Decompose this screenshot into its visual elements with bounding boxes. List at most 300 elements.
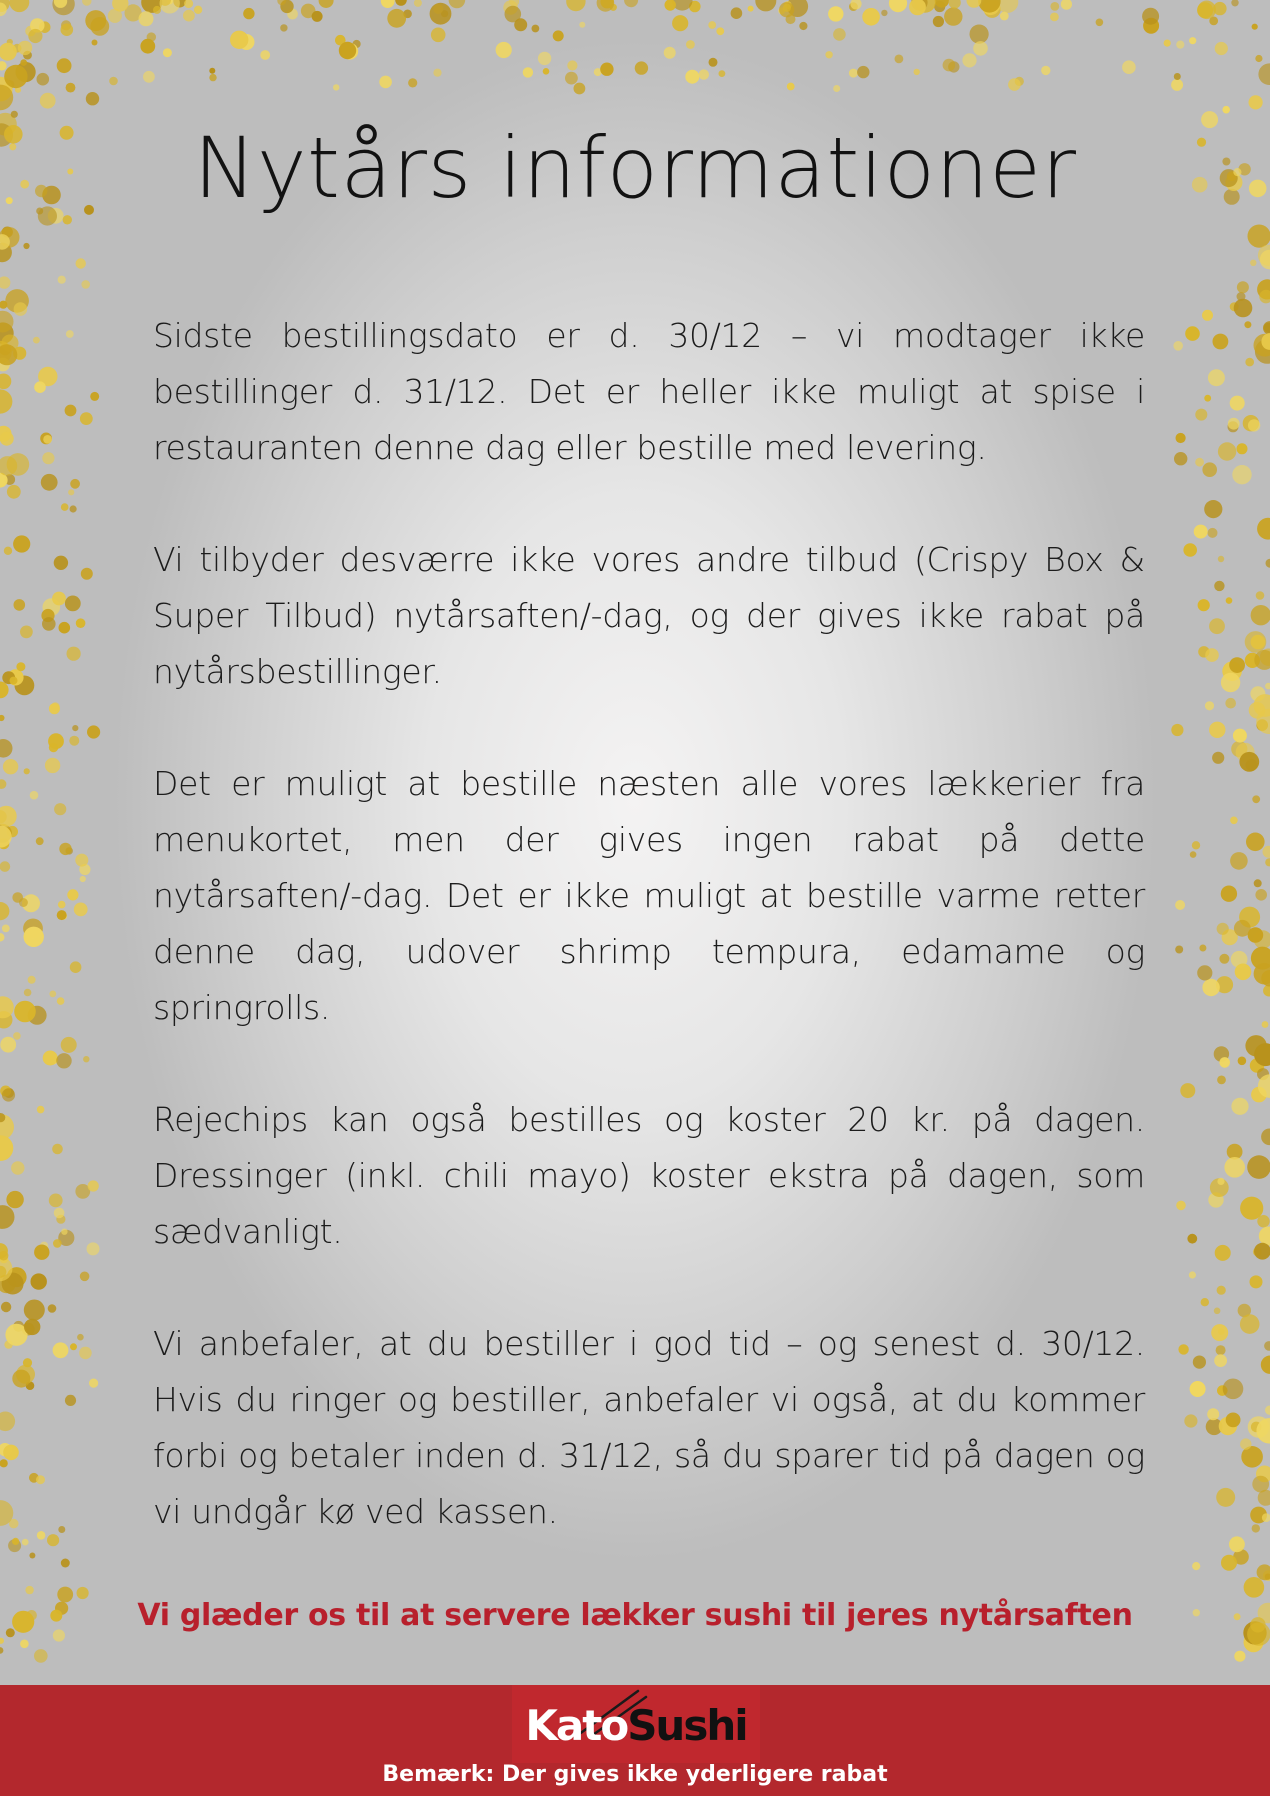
confetti-dot	[23, 1358, 32, 1367]
confetti-dot	[59, 622, 71, 634]
confetti-dot	[7, 39, 13, 45]
confetti-dot	[61, 1229, 67, 1235]
confetti-dot	[982, 0, 1000, 15]
confetti-dot	[0, 276, 10, 288]
confetti-dot	[0, 341, 12, 364]
confetti-dot	[1216, 976, 1233, 993]
confetti-dot	[53, 1342, 69, 1358]
confetti-dot	[54, 1208, 65, 1219]
confetti-dot	[0, 779, 6, 789]
confetti-dot	[1204, 395, 1211, 402]
confetti-dot	[833, 28, 846, 41]
confetti-dot	[7, 453, 30, 476]
confetti-dot	[70, 505, 77, 512]
confetti-dot	[1256, 1466, 1270, 1483]
confetti-dot	[28, 976, 36, 984]
confetti-dot	[1218, 442, 1236, 460]
confetti-dot	[567, 60, 577, 70]
confetti-dot	[61, 23, 74, 36]
confetti-dot	[0, 902, 9, 920]
confetti-dot	[5, 289, 29, 313]
confetti-dot	[56, 1053, 71, 1068]
confetti-dot	[1258, 245, 1270, 266]
confetti-dot	[1262, 1513, 1270, 1522]
confetti-dot	[1174, 452, 1187, 465]
confetti-dot	[1222, 106, 1230, 114]
confetti-dot	[0, 1251, 8, 1261]
confetti-dot	[65, 596, 81, 612]
confetti-dot	[1246, 759, 1258, 771]
confetti-dot	[1257, 518, 1270, 540]
confetti-dot	[81, 280, 90, 289]
confetti-dot	[11, 1161, 24, 1174]
confetti-dot	[1222, 661, 1242, 681]
confetti-dot	[140, 39, 155, 54]
confetti-dot	[1245, 631, 1267, 653]
confetti-dot	[379, 76, 392, 89]
confetti-dot	[24, 1319, 40, 1335]
confetti-dot	[1217, 1286, 1226, 1295]
confetti-dot	[1255, 889, 1267, 901]
confetti-dot	[12, 892, 23, 903]
confetti-dot	[88, 1180, 99, 1191]
confetti-dot	[77, 1334, 84, 1341]
confetti-dot	[25, 26, 36, 37]
confetti-dot	[0, 389, 12, 413]
confetti-dot	[1230, 817, 1238, 825]
confetti-dot	[1238, 1304, 1251, 1317]
confetti-dot	[13, 535, 30, 552]
confetti-dot	[833, 85, 840, 92]
confetti-dot	[1239, 907, 1260, 928]
confetti-dot	[685, 70, 699, 84]
confetti-dot	[1234, 1651, 1245, 1662]
confetti-dot	[312, 11, 323, 22]
confetti-dot	[0, 933, 4, 941]
confetti-dot	[1254, 879, 1262, 887]
confetti-dot	[1245, 653, 1260, 668]
confetti-dot	[1194, 525, 1208, 539]
confetti-dot	[49, 1194, 63, 1208]
confetti-dot	[915, 0, 936, 13]
confetti-dot	[1209, 17, 1218, 26]
confetti-dot	[0, 1086, 11, 1097]
confetti-dot	[59, 843, 71, 855]
confetti-dot	[1205, 648, 1219, 662]
confetti-dot	[173, 0, 186, 8]
confetti-dot	[1224, 1157, 1245, 1178]
confetti-dot	[778, 7, 785, 14]
confetti-dot	[2, 925, 10, 933]
confetti-dot	[80, 876, 86, 882]
confetti-dot	[944, 7, 962, 25]
confetti-dot	[0, 682, 9, 699]
confetti-dot	[1214, 581, 1224, 591]
confetti-dot	[1249, 95, 1263, 109]
confetti-dot	[0, 824, 12, 843]
confetti-dot	[0, 358, 10, 372]
confetti-dot	[1210, 1178, 1229, 1197]
confetti-dot	[24, 989, 32, 997]
confetti-dot	[82, 0, 91, 6]
confetti-dot	[66, 847, 73, 854]
confetti-dot	[1252, 1524, 1260, 1532]
paragraph-no-offers: Vi tilbyder desværre ikke vores andre tilbud (Crispy Box & Super Tilbud) nytårsaften/-dag, og der gives ikke rabat på nytårsbestillinger.	[153, 540, 1145, 691]
confetti-dot	[0, 826, 12, 848]
confetti-dot	[1230, 302, 1239, 311]
confetti-dot	[57, 997, 65, 1005]
confetti-dot	[159, 0, 171, 6]
confetti-dot	[1202, 310, 1213, 321]
confetti-dot	[1180, 1083, 1195, 1098]
confetti-dot	[20, 1640, 29, 1649]
confetti-dot	[0, 426, 12, 442]
confetti-dot	[1216, 1345, 1226, 1355]
confetti-dot	[1, 1302, 11, 1312]
confetti-dot	[4, 1088, 14, 1098]
confetti-dot	[75, 1184, 90, 1199]
confetti-dot	[54, 803, 66, 815]
confetti-dot	[1248, 927, 1264, 943]
confetti-dot	[748, 6, 754, 12]
confetti-dot	[1244, 321, 1251, 328]
confetti-dot	[34, 1245, 49, 1260]
confetti-dot	[1228, 421, 1239, 432]
footer-banner	[0, 1685, 1270, 1796]
confetti-dot	[28, 1006, 47, 1025]
confetti-dot	[22, 1323, 35, 1336]
confetti-dot	[18, 41, 32, 55]
confetti-dot	[1256, 591, 1265, 600]
confetti-dot	[23, 243, 29, 249]
confetti-dot	[1208, 528, 1218, 538]
confetti-dot	[333, 84, 339, 90]
confetti-dot	[80, 412, 93, 425]
confetti-dot	[881, 10, 887, 16]
confetti-dot	[672, 15, 688, 31]
confetti-dot	[1233, 1549, 1249, 1565]
confetti-dot	[1254, 334, 1270, 357]
confetti-dot	[0, 473, 8, 488]
confetti-dot	[1050, 13, 1059, 22]
confetti-dot	[147, 32, 156, 41]
confetti-dot	[825, 51, 832, 58]
confetti-dot	[76, 258, 86, 268]
confetti-dot	[1221, 886, 1237, 902]
confetti-dot	[1256, 719, 1268, 731]
confetti-dot	[1209, 722, 1225, 738]
confetti-dot	[277, 0, 286, 5]
confetti-dot	[0, 996, 14, 1018]
confetti-dot	[1214, 1354, 1227, 1367]
confetti-dot	[1252, 795, 1260, 803]
confetti-dot	[1175, 946, 1183, 954]
confetti-dot	[566, 0, 585, 11]
confetti-dot	[163, 48, 172, 57]
confetti-dot	[943, 59, 956, 72]
confetti-dot	[1226, 1413, 1241, 1428]
confetti-dot	[441, 10, 448, 17]
confetti-dot	[1255, 55, 1262, 62]
confetti-dot	[686, 40, 695, 49]
confetti-dot	[0, 322, 14, 343]
confetti-dot	[699, 69, 709, 79]
confetti-dot	[61, 20, 71, 30]
confetti-dot	[0, 243, 12, 263]
confetti-dot	[1266, 559, 1270, 568]
confetti-dot	[597, 0, 615, 12]
confetti-dot	[1265, 1406, 1270, 1415]
confetti-dot	[1050, 2, 1059, 11]
confetti-dot	[1217, 1178, 1224, 1185]
confetti-dot	[1217, 1385, 1228, 1396]
confetti-dot	[0, 432, 14, 446]
confetti-dot	[514, 18, 527, 31]
confetti-dot	[1237, 443, 1248, 454]
confetti-dot	[1192, 841, 1200, 849]
confetti-dot	[1230, 852, 1248, 870]
confetti-dot	[1236, 743, 1255, 762]
confetti-dot	[3, 83, 10, 90]
confetti-dot	[280, 24, 287, 31]
confetti-dot	[1215, 42, 1228, 55]
confetti-dot	[1190, 851, 1197, 858]
confetti-dot	[125, 4, 142, 21]
confetti-dot	[984, 1, 1001, 18]
confetti-dot	[61, 503, 69, 511]
confetti-dot	[543, 68, 550, 75]
confetti-dot	[89, 1379, 98, 1388]
confetti-dot	[29, 1473, 39, 1483]
confetti-dot	[2, 227, 13, 238]
confetti-dot	[1250, 686, 1265, 701]
confetti-dot	[53, 1239, 62, 1248]
confetti-dot	[54, 556, 68, 570]
info-body	[153, 308, 1145, 1596]
confetti-dot	[2, 1088, 15, 1101]
confetti-dot	[1178, 1344, 1188, 1354]
confetti-dot	[784, 1, 792, 9]
confetti-dot	[1261, 970, 1270, 986]
confetti-dot	[1240, 1197, 1263, 1220]
confetti-dot	[1264, 1341, 1270, 1351]
confetti-dot	[1260, 250, 1270, 270]
confetti-dot	[4, 474, 15, 485]
confetti-dot	[395, 0, 407, 6]
confetti-dot	[52, 1144, 63, 1155]
confetti-dot	[1265, 1574, 1270, 1580]
confetti-dot	[635, 61, 648, 74]
confetti-dot	[56, 1215, 65, 1224]
confetti-dot	[1214, 1046, 1229, 1061]
confetti-dot	[0, 1647, 3, 1654]
confetti-dot	[51, 702, 60, 711]
confetti-dot	[0, 1011, 13, 1028]
confetti-dot	[34, 1649, 48, 1663]
confetti-dot	[1257, 1068, 1269, 1080]
confetti-dot	[1000, 12, 1009, 21]
confetti-dot	[1226, 597, 1233, 604]
confetti-dot	[3, 759, 18, 774]
confetti-dot	[565, 72, 578, 85]
confetti-dot	[13, 44, 22, 53]
confetti-dot	[1214, 1308, 1221, 1315]
confetti-dot	[1204, 500, 1222, 518]
confetti-dot	[1195, 458, 1204, 467]
confetti-dot	[19, 898, 28, 907]
confetti-dot	[30, 791, 39, 800]
confetti-dot	[47, 1534, 59, 1546]
confetti-dot	[1142, 8, 1159, 25]
confetti-dot	[0, 810, 7, 823]
confetti-dot	[1202, 979, 1219, 996]
confetti-dot	[14, 1001, 36, 1023]
confetti-dot	[1175, 900, 1185, 910]
confetti-dot	[911, 0, 927, 11]
confetti-dot	[29, 1553, 35, 1559]
confetti-dot	[0, 77, 13, 102]
confetti-dot	[54, 0, 67, 8]
confetti-dot	[13, 1032, 21, 1040]
confetti-dot	[9, 0, 29, 12]
logo-kato-text: Kato	[525, 1701, 628, 1750]
confetti-dot	[58, 1526, 65, 1533]
confetti-dot	[1259, 1227, 1270, 1246]
confetti-dot	[1189, 1271, 1196, 1278]
confetti-dot	[1174, 73, 1181, 80]
confetti-dot	[70, 479, 80, 489]
confetti-dot	[34, 381, 46, 393]
confetti-dot	[0, 311, 14, 333]
paragraph-menu-options: Det er muligt at bestille næsten alle vores lækkerier fra menukortet, men der gives ingen rabat på dette nytårsaften/-dag. Det er ikke muligt at bestille varme retter denne dag, udover shrimp tempura, edamame og springrolls.	[153, 764, 1145, 1027]
confetti-dot	[1176, 433, 1186, 443]
confetti-dot	[1245, 358, 1254, 367]
confetti-dot	[7, 669, 23, 685]
confetti-dot	[1221, 673, 1240, 692]
confetti-dot	[1247, 1155, 1270, 1179]
confetti-dot	[1061, 0, 1072, 10]
confetti-dot	[0, 1037, 16, 1053]
confetti-dot	[987, 2, 997, 12]
confetti-dot	[1197, 965, 1212, 980]
confetti-dot	[66, 330, 74, 338]
confetti-dot	[1219, 1417, 1237, 1435]
confetti-dot	[1211, 1324, 1228, 1341]
confetti-dot	[1183, 543, 1197, 557]
confetti-dot	[260, 50, 270, 60]
confetti-dot	[1240, 1314, 1260, 1334]
confetti-dot	[0, 43, 17, 61]
confetti-dot	[624, 0, 638, 7]
confetti-dot	[889, 0, 907, 12]
confetti-dot	[2, 671, 15, 684]
confetti-dot	[1209, 618, 1225, 634]
confetti-dot	[709, 58, 718, 67]
confetti-dot	[0, 227, 20, 248]
paragraph-recommendation: Vi anbefaler, at du bestiller i god tid – og senest d. 30/12. Hvis du ringer og bestiller, anbefaler vi også, at du kommer forbi og betaler inden d. 31/12, så du sparer tid på dagen og vi undgår kø ved kassen.	[153, 1324, 1145, 1531]
confetti-dot	[11, 111, 18, 118]
confetti-dot	[24, 1300, 45, 1321]
confetti-dot	[0, 374, 11, 390]
confetti-dot	[37, 1531, 46, 1540]
confetti-dot	[0, 1638, 4, 1644]
confetti-dot	[12, 1538, 19, 1545]
confetti-dot	[430, 3, 452, 25]
confetti-dot	[553, 30, 564, 41]
confetti-dot	[381, 0, 395, 8]
confetti-dot	[787, 83, 795, 91]
confetti-dot	[7, 826, 18, 837]
confetti-dot	[850, 0, 861, 10]
confetti-dot	[49, 703, 60, 714]
confetti-dot	[70, 961, 82, 973]
confetti-dot	[997, 0, 1019, 13]
confetti-dot	[1243, 415, 1259, 431]
confetti-dot	[1263, 1570, 1270, 1581]
confetti-dot	[1254, 694, 1270, 717]
confetti-dot	[949, 0, 961, 9]
confetti-dot	[183, 10, 195, 22]
confetti-dot	[0, 344, 11, 355]
paragraph-order-deadline: Sidste bestillingsdato er d. 30/12 – vi modtager ikke bestillinger d. 31/12. Det er heller ikke muligt at spise i restauranten denne dag eller bestille med levering.	[153, 316, 1145, 467]
confetti-dot	[1256, 1418, 1270, 1443]
confetti-dot	[783, 4, 791, 12]
confetti-dot	[0, 342, 9, 354]
confetti-dot	[708, 21, 716, 29]
confetti-dot	[6, 1191, 23, 1208]
confetti-dot	[87, 725, 100, 738]
confetti-dot	[403, 10, 412, 19]
confetti-dot	[0, 1114, 14, 1140]
confetti-dot	[1251, 1087, 1267, 1103]
confetti-dot	[1250, 260, 1256, 266]
confetti-dot	[532, 25, 540, 33]
confetti-dot	[57, 910, 67, 920]
confetti-dot	[1231, 951, 1248, 968]
confetti-dot	[970, 24, 989, 43]
confetti-dot	[43, 435, 52, 444]
confetti-dot	[689, 1, 701, 13]
confetti-dot	[1185, 326, 1200, 341]
confetti-dot	[160, 0, 180, 14]
confetti-dot	[319, 0, 334, 8]
confetti-dot	[849, 69, 858, 78]
confetti-dot	[41, 474, 58, 491]
confetti-dot	[1205, 701, 1214, 710]
confetti-dot	[16, 62, 36, 82]
confetti-dot	[13, 347, 26, 360]
confetti-dot	[58, 276, 66, 284]
confetti-dot	[1237, 292, 1246, 301]
confetti-dot	[1245, 1035, 1266, 1056]
confetti-dot	[1219, 954, 1229, 964]
confetti-dot	[40, 1242, 48, 1250]
confetti-dot	[52, 0, 74, 15]
confetti-dot	[87, 1242, 100, 1255]
confetti-dot	[58, 901, 66, 909]
confetti-dot	[1253, 1248, 1262, 1257]
confetti-dot	[41, 609, 54, 622]
confetti-dot	[20, 626, 33, 639]
confetti-dot	[0, 1275, 16, 1294]
confetti-dot	[1189, 37, 1196, 44]
confetti-dot	[45, 758, 60, 773]
confetti-dot	[15, 676, 35, 696]
confetti-dot	[1241, 1446, 1263, 1468]
confetti-dot	[69, 736, 79, 746]
confetti-dot	[1199, 945, 1206, 952]
confetti-dot	[66, 83, 76, 93]
